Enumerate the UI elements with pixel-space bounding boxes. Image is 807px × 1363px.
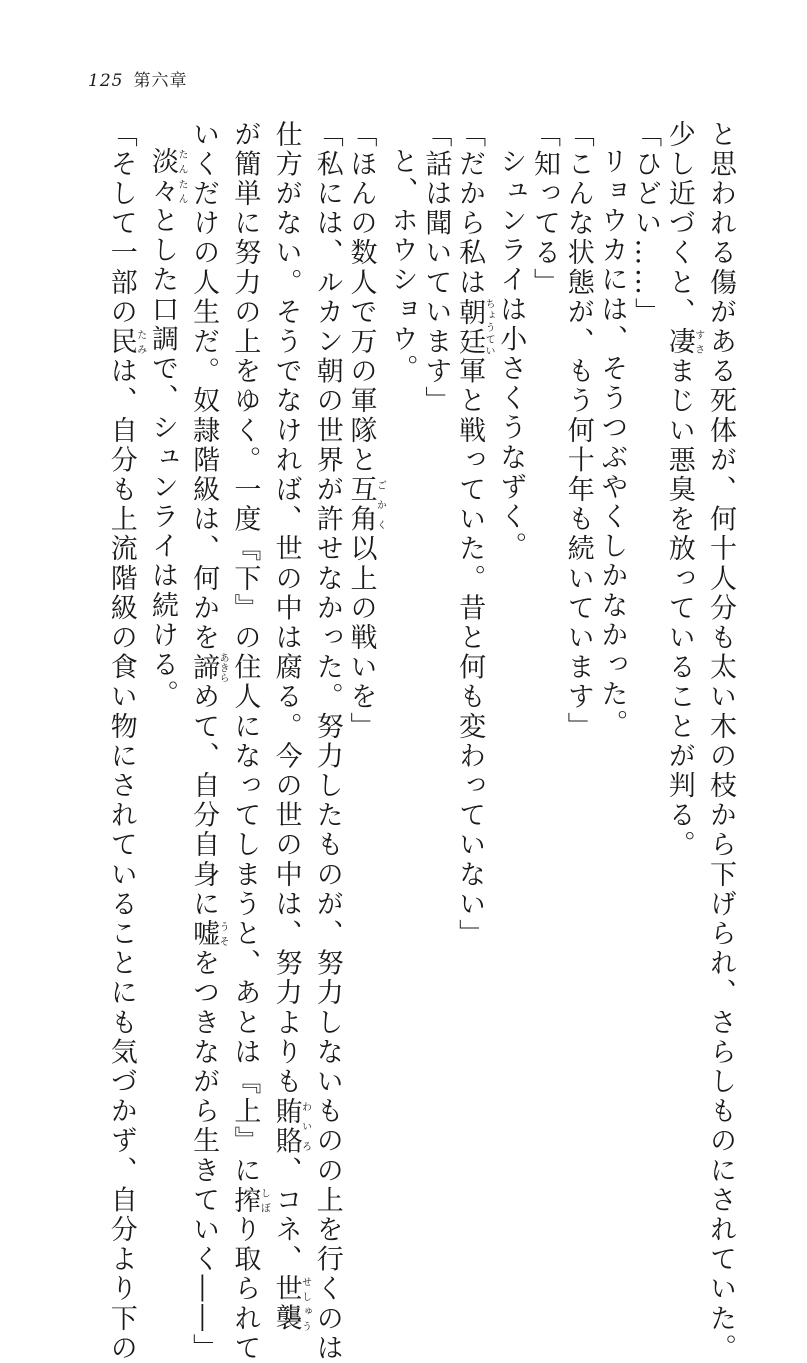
text-line	[344, 120, 385, 1140]
ruby-base: 淡々	[146, 147, 178, 207]
ruby-base: 諦	[188, 652, 220, 683]
text-line	[703, 120, 737, 1363]
text-line	[662, 120, 703, 1140]
text-line	[628, 120, 662, 1140]
text-segment: 「私には、ルカン朝の世界が許せなかった。努力したものが、努力しないものの上を行くのは	[311, 120, 343, 1363]
text-line	[385, 120, 419, 1140]
furigana-reading: あきら	[217, 652, 229, 683]
text-line	[104, 120, 146, 1363]
text-segment: とした口調で、シュンライは続ける。	[146, 206, 178, 710]
furigana-reading: ちょうてい	[483, 297, 495, 357]
ruby-annotated-word	[188, 652, 229, 683]
text-segment: 「ほんの数人で万の軍隊と	[345, 120, 377, 476]
text-line	[527, 120, 561, 1140]
ruby-base: 朝廷	[454, 297, 486, 357]
text-segment: り取られて	[229, 1215, 261, 1363]
text-segment: 「だから私は	[454, 120, 486, 298]
text-segment: 「こんな状態が、もう何十年も続いています」	[562, 120, 594, 742]
text-segment: 「そして一部の	[105, 120, 137, 328]
furigana-reading: ごかく	[374, 475, 386, 535]
text-segment: 、コネ、	[270, 1156, 302, 1275]
furigana-reading: たみ	[134, 327, 146, 357]
body-text	[104, 120, 737, 1363]
text-line	[561, 120, 595, 1140]
text-segment: シュンライは小さくうなずく。	[495, 147, 527, 562]
chapter-title: 第六章	[133, 71, 188, 91]
furigana-reading: わいろ	[299, 1096, 311, 1156]
page-number: 125	[88, 71, 124, 91]
ruby-base: 搾	[229, 1185, 261, 1216]
text-segment: めて、自分自身に	[188, 682, 220, 920]
text-segment: をつきながら生きていく――」	[188, 948, 220, 1363]
ruby-annotated-word	[146, 147, 187, 207]
ruby-base: 民	[105, 327, 137, 357]
ruby-annotated-word	[270, 1096, 311, 1157]
text-segment: 「ひどい……」	[630, 120, 662, 328]
text-line	[494, 120, 528, 1140]
text-segment: 「知ってる」	[528, 120, 560, 298]
text-segment: まじい悪臭を放っていることが判る。	[663, 356, 695, 861]
ruby-annotated-word	[454, 297, 495, 357]
ruby-annotated-word	[229, 1185, 270, 1216]
furigana-reading: うそ	[217, 919, 229, 949]
ruby-annotated-word	[105, 327, 146, 357]
text-line	[595, 120, 629, 1140]
text-line	[452, 120, 493, 1140]
ruby-base: 凄	[663, 327, 695, 357]
text-segment: リョウカには、そうつぶやくしかなかった。	[596, 147, 628, 739]
text-line	[186, 120, 229, 1363]
text-line	[419, 120, 453, 1140]
furigana-reading: せしゅう	[299, 1274, 311, 1334]
text-line	[145, 120, 186, 1140]
text-segment: いくだけの人生だ。奴隷階級は、何かを	[188, 120, 220, 653]
text-segment: が簡単に努力の上をゆく。一度『下』の住人になってしまうと、あとは『上』に	[229, 120, 261, 1186]
ruby-base: 嘘	[188, 919, 220, 949]
ruby-annotated-word	[270, 1274, 311, 1334]
text-segment: 「話は聞いています」	[420, 120, 452, 416]
furigana-reading: しぼ	[258, 1185, 270, 1216]
ruby-annotated-word	[188, 919, 229, 949]
ruby-base: 賄賂	[270, 1096, 302, 1157]
text-segment: は、自分も上流階級の食い物にされていることにも気づかず、自分より下の	[105, 356, 137, 1363]
ruby-annotated-word	[663, 327, 704, 357]
text-segment: 仕方がない。そうでなければ、世の中は腐る。今の世の中は、努力よりも	[270, 120, 302, 1097]
ruby-annotated-word	[345, 475, 386, 535]
text-segment: と思われる傷がある死体が、何十人分も太い木の枝から下げられ、さらしものにされていた。	[705, 120, 736, 1363]
text-segment: 軍と戦っていた。昔と何も変わっていない」	[454, 356, 486, 949]
text-segment: と、ホウショウ。	[386, 147, 418, 384]
text-segment: 少し近づくと、	[663, 120, 695, 328]
furigana-reading: たんたん	[175, 147, 187, 207]
text-segment: 以上の戦いを」	[345, 534, 377, 742]
text-line	[310, 120, 344, 1363]
page-header	[88, 66, 187, 91]
ruby-base: 互角	[345, 475, 377, 535]
furigana-reading: すさ	[692, 327, 704, 357]
text-line	[269, 120, 311, 1334]
ruby-base: 世襲	[270, 1274, 302, 1334]
text-line	[228, 120, 270, 1363]
